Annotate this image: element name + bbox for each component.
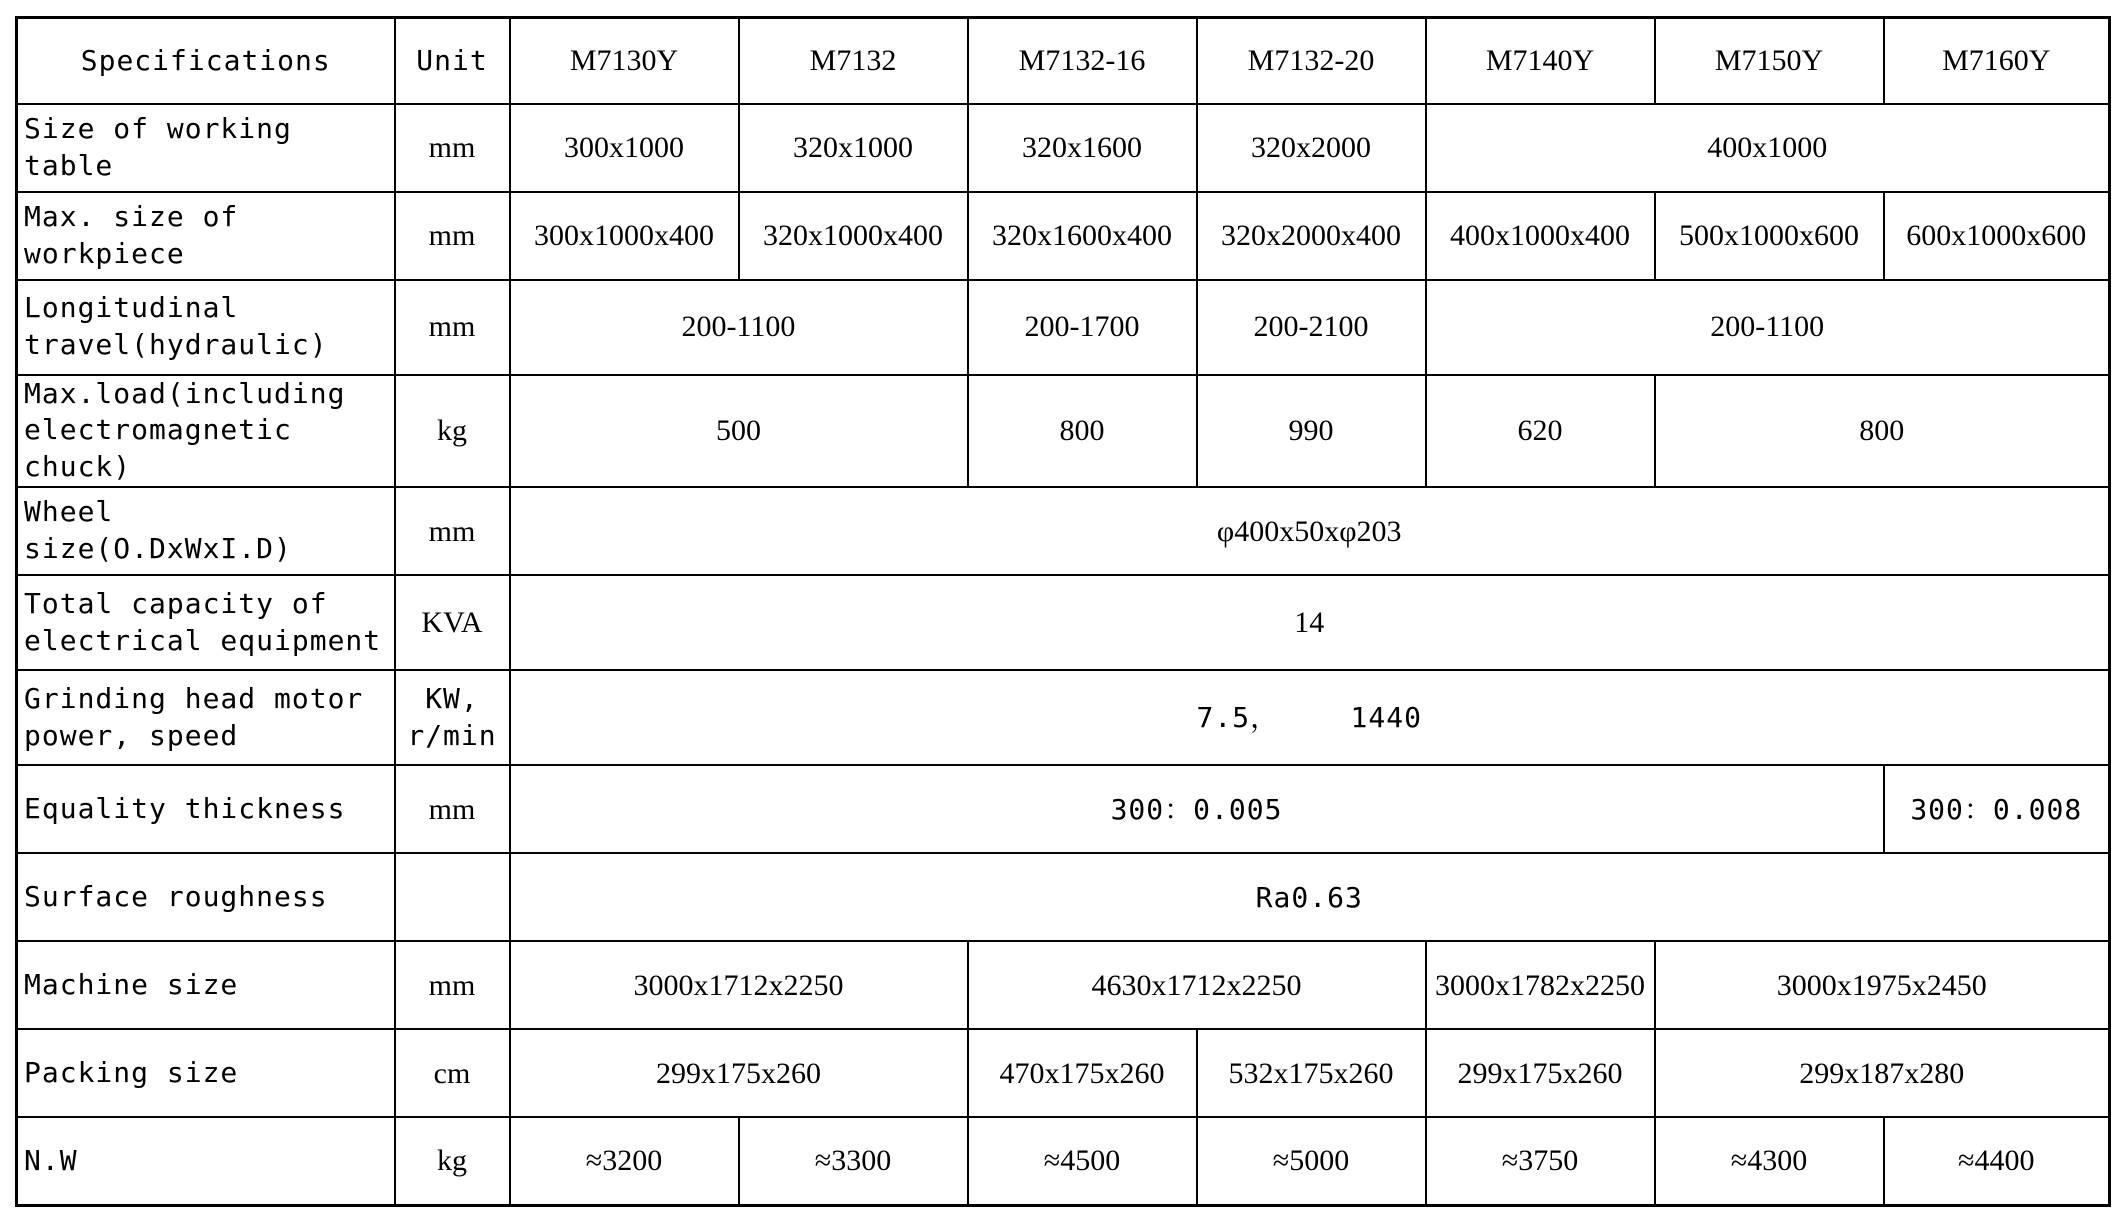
row-equality-thickness [17,765,2110,853]
row-surface-roughness [17,853,2110,941]
unit-cell: mm [395,487,510,575]
value-cell: ≈3300 [739,1117,968,1205]
header-model: M7130Y [510,18,739,104]
value-cell: ≈4500 [968,1117,1197,1205]
value-cell: ≈4400 [1884,1117,2110,1205]
spec-label: Longitudinal travel(hydraulic) [17,280,395,375]
row-max-load [17,375,2110,488]
header-model: M7132-20 [1197,18,1426,104]
header-specifications: Specifications [17,18,395,104]
unit-cell: kg [395,375,510,488]
value-cell: 990 [1197,375,1426,488]
row-machine-size [17,941,2110,1029]
header-model: M7160Y [1884,18,2110,104]
value-cell: 620 [1426,375,1655,488]
unit-cell: KVA [395,575,510,670]
value-cell: 14 [510,575,2110,670]
value-cell: 400x1000 [1426,104,2110,192]
row-max-workpiece-size [17,192,2110,280]
spec-label: Max. size of workpiece [17,192,395,280]
row-net-weight [17,1117,2110,1205]
value-cell: 320x2000 [1197,104,1426,192]
header-row [17,18,2110,104]
row-working-table-size [17,104,2110,192]
row-longitudinal-travel [17,280,2110,375]
spec-label: Machine size [17,941,395,1029]
value-cell: 400x1000x400 [1426,192,1655,280]
value-cell: 320x2000x400 [1197,192,1426,280]
value-cell: 299x187x280 [1655,1029,2110,1117]
header-model: M7132 [739,18,968,104]
spec-label: Wheel size(O.DxWxI.D) [17,487,395,575]
value-cell: 500 [510,375,968,488]
unit-cell [395,853,510,941]
value-cell: 300：0.008 [1884,765,2110,853]
value-cell: 320x1600 [968,104,1197,192]
value-cell: 320x1600x400 [968,192,1197,280]
value-cell: 320x1000 [739,104,968,192]
specifications-table [15,16,2111,1207]
value-cell: 320x1000x400 [739,192,968,280]
value-cell: 7.5， 1440 [510,670,2110,765]
value-cell: 800 [1655,375,2110,488]
row-electrical-capacity [17,575,2110,670]
value-cell: 300：0.005 [510,765,1884,853]
unit-cell: mm [395,941,510,1029]
value-cell: 300x1000 [510,104,739,192]
unit-cell: mm [395,192,510,280]
row-grinding-motor [17,670,2110,765]
unit-cell: KW, r/min [395,670,510,765]
header-unit: Unit [395,18,510,104]
spec-label: Grinding head motor power, speed [17,670,395,765]
spec-label: Max.load(including electromagnetic chuck) [17,375,395,488]
value-cell: ≈3200 [510,1117,739,1205]
spec-label: Surface roughness [17,853,395,941]
spec-label: Total capacity of electrical equipment [17,575,395,670]
spec-label: N.W [17,1117,395,1205]
value-cell: φ400x50xφ203 [510,487,2110,575]
value-cell: 200-2100 [1197,280,1426,375]
value-cell: 200-1100 [510,280,968,375]
value-cell: 3000x1975x2450 [1655,941,2110,1029]
row-packing-size [17,1029,2110,1117]
unit-cell: mm [395,104,510,192]
value-cell: ≈3750 [1426,1117,1655,1205]
value-cell: 800 [968,375,1197,488]
value-cell: 200-1100 [1426,280,2110,375]
row-wheel-size [17,487,2110,575]
value-cell: 600x1000x600 [1884,192,2110,280]
value-cell: 470x175x260 [968,1029,1197,1117]
value-cell: 300x1000x400 [510,192,739,280]
header-model: M7140Y [1426,18,1655,104]
value-cell: 200-1700 [968,280,1197,375]
value-cell: 3000x1782x2250 [1426,941,1655,1029]
spec-label: Size of working table [17,104,395,192]
unit-cell: kg [395,1117,510,1205]
value-cell: ≈4300 [1655,1117,1884,1205]
value-cell: ≈5000 [1197,1117,1426,1205]
value-cell: 299x175x260 [1426,1029,1655,1117]
header-model: M7132-16 [968,18,1197,104]
value-cell: 532x175x260 [1197,1029,1426,1117]
unit-cell: mm [395,765,510,853]
spec-label: Equality thickness [17,765,395,853]
value-cell: 299x175x260 [510,1029,968,1117]
header-model: M7150Y [1655,18,1884,104]
value-cell: 4630x1712x2250 [968,941,1426,1029]
unit-cell: mm [395,280,510,375]
spec-label: Packing size [17,1029,395,1117]
value-cell: Ra0.63 [510,853,2110,941]
value-cell: 3000x1712x2250 [510,941,968,1029]
unit-cell: cm [395,1029,510,1117]
value-cell: 500x1000x600 [1655,192,1884,280]
